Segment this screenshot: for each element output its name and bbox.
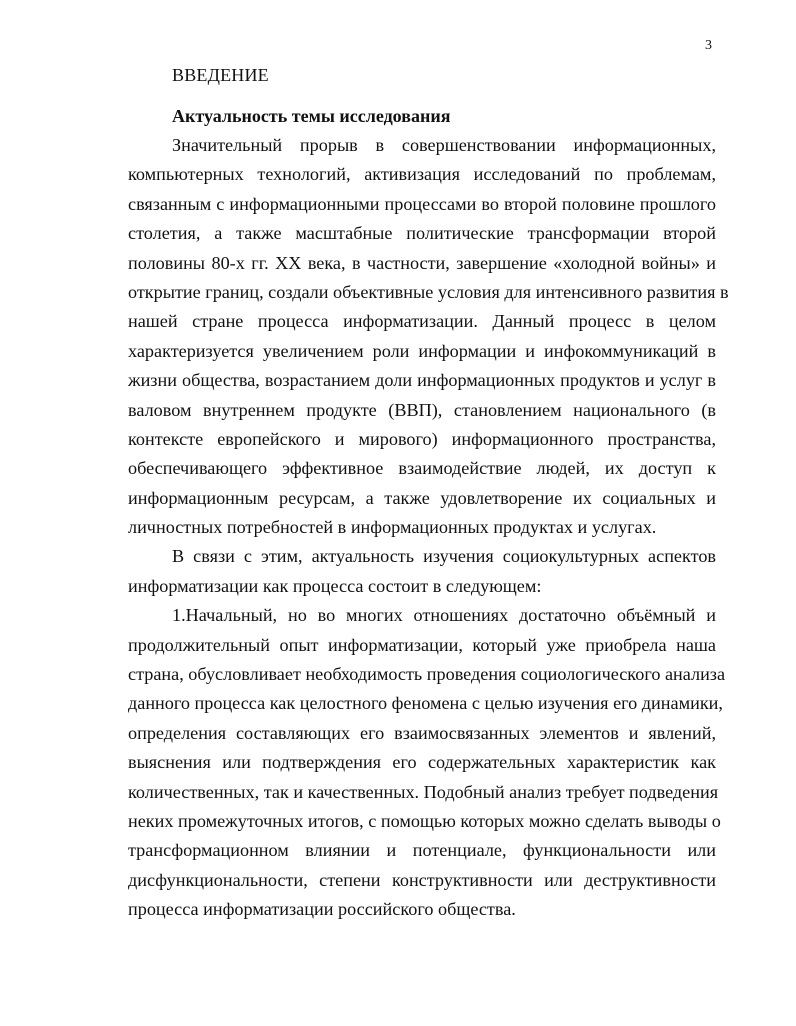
text-line: дисфункциональности, степени конструктивности или деструктивности xyxy=(128,869,716,890)
text-line: выяснения или подтверждения его содержательных характеристик как xyxy=(128,752,716,773)
text-line: жизни общества, возрастанием доли информационных продуктов и услуг в xyxy=(128,370,716,391)
text-line: определения составляющих его взаимосвязанных элементов и явлений, xyxy=(128,722,716,743)
text-line: трансформационном влиянии и потенциале, функциональности или xyxy=(128,840,716,861)
text-line: обеспечивающего эффективное взаимодействие людей, их доступ к xyxy=(128,458,716,479)
text-line: страна, обусловливает необходимость проведения социологического анализа xyxy=(128,664,726,685)
text-line: информатизации как процесса состоит в следующем: xyxy=(128,575,542,596)
text-line: данного процесса как целостного феномена с целью изучения его динамики, xyxy=(128,693,723,714)
section-subheading: Актуальность темы исследования xyxy=(172,106,451,126)
text-line: процесса информатизации российского общества. xyxy=(128,899,516,920)
text-line: связанным с информационными процессами во второй половине прошлого xyxy=(128,193,716,214)
text-line: продолжительный опыт информатизации, который уже приобрела наша xyxy=(128,634,716,655)
text-line: Значительный прорыв в совершенствовании информационных, xyxy=(172,135,716,155)
text-line: личностных потребностей в информационных продуктах и услугах. xyxy=(128,517,657,538)
text-line: половины 80-х гг. XX века, в частности, завершение «холодной войны» и xyxy=(128,252,716,273)
chapter-heading: ВВЕДЕНИЕ xyxy=(172,65,269,85)
text-line: 1.Начальный, но во многих отношениях достаточно объёмный и xyxy=(172,605,716,626)
text-line: характеризуется увеличением роли информации и инфокоммуникаций в xyxy=(128,340,716,361)
text-line: В связи с этим, актуальность изучения социокультурных аспектов xyxy=(172,546,716,567)
body-text xyxy=(128,131,729,925)
text-line: компьютерных технологий, активизация исследований по проблемам, xyxy=(128,164,716,185)
text-line: контексте европейского и мирового) информационного пространства, xyxy=(128,428,716,449)
text-line: валовом внутреннем продукте (ВВП), становлением национального (в xyxy=(128,399,716,420)
text-line: количественных, так и качественных. Подобный анализ требует подведения xyxy=(128,781,719,802)
text-line: нашей стране процесса информатизации. Данный процесс в целом xyxy=(128,311,716,332)
text-line: неких промежуточных итогов, с помощью которых можно сделать выводы о xyxy=(128,810,721,831)
page-number: 3 xyxy=(705,38,712,53)
text-line: открытие границ, создали объективные условия для интенсивного развития в xyxy=(128,281,729,302)
text-line: столетия, а также масштабные политические трансформации второй xyxy=(128,223,716,244)
text-line: информационным ресурсам, а также удовлетворение их социальных и xyxy=(128,487,716,508)
